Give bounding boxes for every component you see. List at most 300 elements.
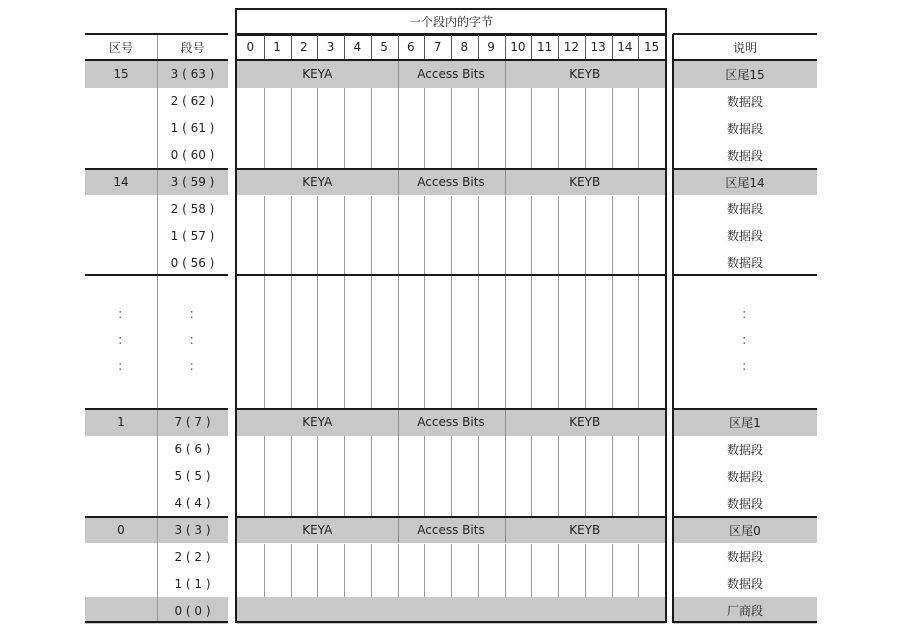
keyb-field: KEYB (569, 523, 601, 538)
byte-grid-line (451, 463, 452, 490)
byte-grid-line (398, 275, 399, 409)
bytes-right-border (665, 8, 667, 623)
byte-grid-line (505, 570, 506, 597)
byte-grid-line (451, 436, 452, 463)
byte-index-14: 14 (617, 40, 633, 54)
sector-number (85, 570, 157, 597)
byte-grid-line (264, 490, 265, 517)
byte-grid-line (451, 275, 452, 409)
byte-grid-line (638, 222, 639, 249)
byte-grid-line (371, 490, 372, 517)
byte-grid-line (291, 436, 292, 463)
row-border (85, 621, 228, 623)
byte-grid-line (317, 88, 318, 115)
block-number: 1 ( 57 ) (170, 228, 215, 243)
byte-grid-line (612, 88, 613, 115)
byte-grid-line (398, 196, 399, 223)
ellipsis-mark: : (742, 333, 747, 348)
keya-field: KEYA (302, 67, 333, 82)
access-bits-field: Access Bits (417, 175, 485, 190)
byte-grid-line (398, 115, 399, 142)
byte-grid-line (451, 142, 452, 169)
byte-grid-line (264, 34, 265, 60)
byte-grid-line (424, 275, 425, 409)
byte-grid-line (585, 115, 586, 142)
byte-grid-line (451, 570, 452, 597)
access-bits-field: Access Bits (417, 415, 485, 430)
row-border (85, 516, 228, 518)
block-number: 0 ( 0 ) (174, 603, 211, 618)
byte-grid-line (424, 249, 425, 276)
row-border (237, 168, 665, 170)
row-border (673, 274, 817, 276)
keya-field: KEYA (302, 523, 333, 538)
byte-grid-line (344, 275, 345, 409)
sector-number: 1 (117, 415, 125, 430)
byte-grid-line (344, 463, 345, 490)
byte-grid-line (424, 142, 425, 169)
byte-grid-line (638, 196, 639, 223)
ellipsis-mark: : (189, 359, 194, 374)
byte-grid-line (451, 115, 452, 142)
byte-grid-line (291, 490, 292, 517)
sector-number (85, 115, 157, 142)
block-number: 3 ( 59 ) (170, 175, 215, 190)
ellipsis-mark: : (118, 359, 123, 374)
byte-grid-line (585, 34, 586, 60)
byte-grid-line (612, 463, 613, 490)
trailer-sep (505, 517, 506, 544)
sector-number (85, 88, 157, 115)
byte-grid-line (317, 115, 318, 142)
byte-grid-line (505, 490, 506, 517)
byte-grid-line (638, 142, 639, 169)
byte-grid-line (638, 115, 639, 142)
byte-index-8: 8 (460, 40, 469, 54)
block-description: 数据段 (726, 202, 763, 217)
block-number: 2 ( 62 ) (170, 94, 215, 109)
byte-grid-line (478, 196, 479, 223)
byte-grid-line (612, 275, 613, 409)
byte-index-6: 6 (407, 40, 415, 54)
byte-grid-line (291, 34, 292, 60)
trailer-sep (398, 61, 399, 88)
byte-grid-line (505, 544, 506, 571)
byte-grid-line (558, 490, 559, 517)
sector-number: 14 (113, 175, 129, 190)
byte-grid-line (478, 490, 479, 517)
keya-field: KEYA (302, 415, 333, 430)
byte-grid-line (398, 142, 399, 169)
block-number: 7 ( 7 ) (174, 415, 211, 430)
byte-grid-line (478, 34, 479, 60)
byte-grid-line (638, 88, 639, 115)
desc-left-border (672, 34, 674, 623)
byte-grid-line (371, 249, 372, 276)
byte-grid-line (371, 436, 372, 463)
byte-grid-line (264, 142, 265, 169)
byte-grid-line (558, 436, 559, 463)
block-description: 数据段 (726, 577, 763, 592)
byte-grid-line (317, 275, 318, 409)
byte-grid-line (585, 222, 586, 249)
block-description: 区尾0 (729, 523, 761, 538)
byte-grid-line (451, 222, 452, 249)
byte-grid-line (531, 249, 532, 276)
ellipsis-mark: : (189, 333, 194, 348)
byte-grid-line (612, 115, 613, 142)
byte-grid-line (531, 88, 532, 115)
byte-index-2: 2 (300, 40, 308, 54)
byte-grid-line (612, 34, 613, 60)
sector-number (85, 463, 157, 490)
byte-grid-line (398, 490, 399, 517)
byte-grid-line (344, 88, 345, 115)
byte-grid-line (371, 115, 372, 142)
byte-grid-line (585, 436, 586, 463)
byte-grid-line (585, 463, 586, 490)
byte-grid-line (558, 249, 559, 276)
byte-grid-line (398, 222, 399, 249)
byte-grid-line (451, 544, 452, 571)
byte-grid-line (531, 275, 532, 409)
byte-index-10: 10 (510, 40, 526, 54)
byte-grid-line (424, 570, 425, 597)
byte-grid-line (317, 196, 318, 223)
byte-grid-line (291, 570, 292, 597)
byte-grid-line (531, 196, 532, 223)
byte-grid-line (451, 249, 452, 276)
trailer-sep (398, 169, 399, 196)
byte-grid-line (451, 490, 452, 517)
byte-grid-line (585, 490, 586, 517)
block-number: 2 ( 2 ) (174, 549, 211, 564)
row-border (237, 408, 665, 410)
ellipsis-mark: : (118, 333, 123, 348)
byte-grid-line (317, 249, 318, 276)
byte-grid-line (291, 222, 292, 249)
byte-grid-line (638, 275, 639, 409)
byte-grid-line (264, 463, 265, 490)
byte-grid-line (505, 34, 506, 60)
row-border (85, 274, 228, 276)
byte-grid-line (398, 463, 399, 490)
byte-grid-line (531, 142, 532, 169)
byte-grid-line (531, 222, 532, 249)
header-desc: 说明 (732, 40, 757, 55)
byte-grid-line (371, 142, 372, 169)
byte-grid-line (558, 88, 559, 115)
byte-grid-line (424, 463, 425, 490)
block-description: 数据段 (726, 229, 763, 244)
byte-grid-line (291, 142, 292, 169)
byte-grid-line (424, 88, 425, 115)
byte-grid-line (317, 544, 318, 571)
block-number: 2 ( 58 ) (170, 201, 215, 216)
byte-index-9: 9 (487, 40, 495, 54)
block-number: 0 ( 60 ) (170, 148, 215, 163)
block-description: 数据段 (726, 442, 763, 457)
block-description: 数据段 (726, 256, 763, 271)
block-description: 数据段 (726, 550, 763, 565)
byte-grid-line (264, 544, 265, 571)
byte-grid-line (371, 463, 372, 490)
row-border (85, 408, 228, 410)
byte-grid-line (558, 570, 559, 597)
sector-number (85, 490, 157, 517)
byte-grid-line (585, 544, 586, 571)
byte-grid-line (612, 544, 613, 571)
byte-index-3: 3 (326, 40, 335, 54)
byte-grid-line (531, 436, 532, 463)
trailer-sep (398, 409, 399, 436)
byte-grid-line (638, 490, 639, 517)
keyb-field: KEYB (569, 415, 601, 430)
byte-grid-line (638, 544, 639, 571)
byte-grid-line (344, 222, 345, 249)
row-border (237, 516, 665, 518)
byte-grid-line (291, 115, 292, 142)
byte-grid-line (424, 436, 425, 463)
byte-grid-line (638, 570, 639, 597)
byte-grid-line (638, 463, 639, 490)
block-description: 厂商段 (726, 604, 763, 619)
trailer-sep (505, 61, 506, 88)
keyb-field: KEYB (569, 175, 601, 190)
byte-grid-line (371, 88, 372, 115)
row-border (673, 516, 817, 518)
byte-index-15: 15 (643, 40, 660, 54)
byte-grid-line (531, 544, 532, 571)
byte-grid-line (585, 570, 586, 597)
bytes-left-border (235, 8, 237, 623)
block-description: 区尾1 (729, 415, 761, 430)
byte-grid-line (264, 196, 265, 223)
byte-grid-line (344, 570, 345, 597)
byte-grid-line (344, 142, 345, 169)
byte-index-12: 12 (563, 40, 580, 54)
byte-grid-line (558, 34, 559, 60)
byte-index-4: 4 (353, 40, 362, 54)
byte-grid-line (612, 436, 613, 463)
byte-grid-line (371, 34, 372, 60)
bytes-title: 一个段内的字节 (408, 14, 493, 29)
byte-grid-line (264, 88, 265, 115)
block-description: 数据段 (726, 469, 763, 484)
byte-grid-line (317, 222, 318, 249)
byte-grid-line (291, 463, 292, 490)
byte-grid-line (585, 275, 586, 409)
byte-grid-line (344, 249, 345, 276)
block-number: 3 ( 3 ) (174, 523, 211, 538)
row-border (237, 621, 665, 623)
byte-grid-line (638, 34, 639, 60)
byte-grid-line (291, 249, 292, 276)
byte-grid-line (558, 544, 559, 571)
byte-grid-line (531, 490, 532, 517)
byte-grid-line (478, 544, 479, 571)
byte-grid-line (398, 249, 399, 276)
row-border (85, 59, 228, 61)
ellipsis-mark: : (742, 359, 747, 374)
block-number: 1 ( 1 ) (174, 576, 211, 591)
row-border (673, 168, 817, 170)
block-number: 3 ( 63 ) (170, 67, 215, 82)
byte-grid-line (344, 34, 345, 60)
byte-grid-line (424, 115, 425, 142)
byte-grid-line (317, 463, 318, 490)
access-bits-field: Access Bits (417, 67, 485, 82)
byte-grid-line (291, 196, 292, 223)
byte-grid-line (264, 222, 265, 249)
byte-grid-line (478, 88, 479, 115)
byte-grid-line (398, 544, 399, 571)
byte-grid-line (344, 544, 345, 571)
byte-grid-line (317, 490, 318, 517)
byte-grid-line (531, 115, 532, 142)
byte-index-1: 1 (273, 40, 281, 54)
byte-grid-line (264, 115, 265, 142)
ellipsis-mark: : (118, 307, 123, 322)
block-description: 区尾14 (725, 175, 765, 190)
byte-grid-line (398, 570, 399, 597)
byte-grid-line (344, 115, 345, 142)
byte-index-11: 11 (536, 40, 553, 54)
byte-grid-line (505, 222, 506, 249)
byte-grid-line (317, 570, 318, 597)
byte-grid-line (505, 463, 506, 490)
byte-grid-line (371, 275, 372, 409)
byte-index-7: 7 (433, 40, 442, 54)
byte-grid-line (612, 142, 613, 169)
byte-grid-line (531, 463, 532, 490)
byte-grid-line (478, 115, 479, 142)
byte-grid-line (505, 88, 506, 115)
byte-grid-line (585, 249, 586, 276)
byte-grid-line (478, 275, 479, 409)
byte-grid-line (478, 463, 479, 490)
block-number: 1 ( 61 ) (170, 121, 215, 136)
sector-number (85, 544, 157, 571)
byte-grid-line (264, 436, 265, 463)
byte-grid-line (638, 436, 639, 463)
byte-grid-line (585, 142, 586, 169)
byte-grid-line (424, 34, 425, 60)
row-border (85, 33, 228, 35)
byte-grid-line (478, 436, 479, 463)
block-description: 区尾15 (725, 67, 765, 82)
block-description: 数据段 (726, 148, 763, 163)
block-number: 4 ( 4 ) (174, 496, 211, 511)
byte-grid-line (371, 196, 372, 223)
byte-grid-line (531, 570, 532, 597)
keyb-field: KEYB (569, 67, 601, 82)
row-border (237, 274, 665, 276)
byte-grid-line (398, 34, 399, 60)
byte-grid-line (424, 222, 425, 249)
ellipsis-mark: : (189, 307, 194, 322)
byte-grid-line (478, 249, 479, 276)
byte-grid-line (451, 196, 452, 223)
byte-grid-line (558, 142, 559, 169)
block-number: 0 ( 56 ) (170, 255, 215, 270)
byte-grid-line (505, 275, 506, 409)
byte-grid-line (585, 196, 586, 223)
byte-grid-line (558, 222, 559, 249)
byte-grid-line (505, 115, 506, 142)
trailer-sep (505, 409, 506, 436)
byte-grid-line (612, 249, 613, 276)
sector-number (85, 249, 157, 276)
byte-index-13: 13 (590, 40, 606, 54)
byte-grid-line (291, 88, 292, 115)
row-border (673, 621, 817, 623)
block-number: 5 ( 5 ) (174, 469, 211, 484)
byte-grid-line (451, 34, 452, 60)
byte-grid-line (612, 570, 613, 597)
block-number: 6 ( 6 ) (174, 442, 211, 457)
byte-grid-line (585, 88, 586, 115)
sector-number (85, 142, 157, 169)
byte-grid-line (505, 249, 506, 276)
byte-grid-line (371, 222, 372, 249)
block-description: 数据段 (726, 94, 763, 109)
block-description: 数据段 (726, 496, 763, 511)
byte-grid-line (478, 142, 479, 169)
byte-grid-line (291, 544, 292, 571)
row-border (85, 168, 228, 170)
byte-grid-line (344, 196, 345, 223)
sector-number: 15 (113, 67, 129, 82)
row-border (237, 33, 665, 35)
byte-grid-line (398, 436, 399, 463)
byte-grid-line (424, 544, 425, 571)
block-description: 数据段 (726, 121, 763, 136)
byte-grid-line (344, 490, 345, 517)
byte-grid-line (398, 88, 399, 115)
byte-grid-line (264, 275, 265, 409)
trailer-sep (398, 517, 399, 544)
byte-grid-line (558, 115, 559, 142)
row-border (237, 59, 665, 61)
row-border (673, 408, 817, 410)
byte-grid-line (451, 88, 452, 115)
byte-grid-line (317, 34, 318, 60)
byte-grid-line (478, 570, 479, 597)
byte-grid-line (317, 142, 318, 169)
byte-grid-line (264, 570, 265, 597)
byte-grid-line (344, 436, 345, 463)
sector-number (85, 222, 157, 249)
byte-grid-line (612, 222, 613, 249)
byte-grid-line (505, 196, 506, 223)
byte-grid-line (371, 544, 372, 571)
byte-grid-line (612, 490, 613, 517)
byte-grid-line (424, 490, 425, 517)
header-sector: 区号 (108, 40, 133, 55)
byte-grid-line (612, 196, 613, 223)
col-sep-sector-block (157, 34, 158, 622)
byte-grid-line (638, 249, 639, 276)
sector-number: 0 (117, 523, 125, 538)
trailer-sep (505, 169, 506, 196)
byte-grid-line (424, 196, 425, 223)
byte-index-0: 0 (246, 40, 255, 54)
byte-grid-line (531, 34, 532, 60)
sector-number (85, 196, 157, 223)
header-block: 段号 (180, 40, 205, 55)
access-bits-field: Access Bits (417, 523, 485, 538)
